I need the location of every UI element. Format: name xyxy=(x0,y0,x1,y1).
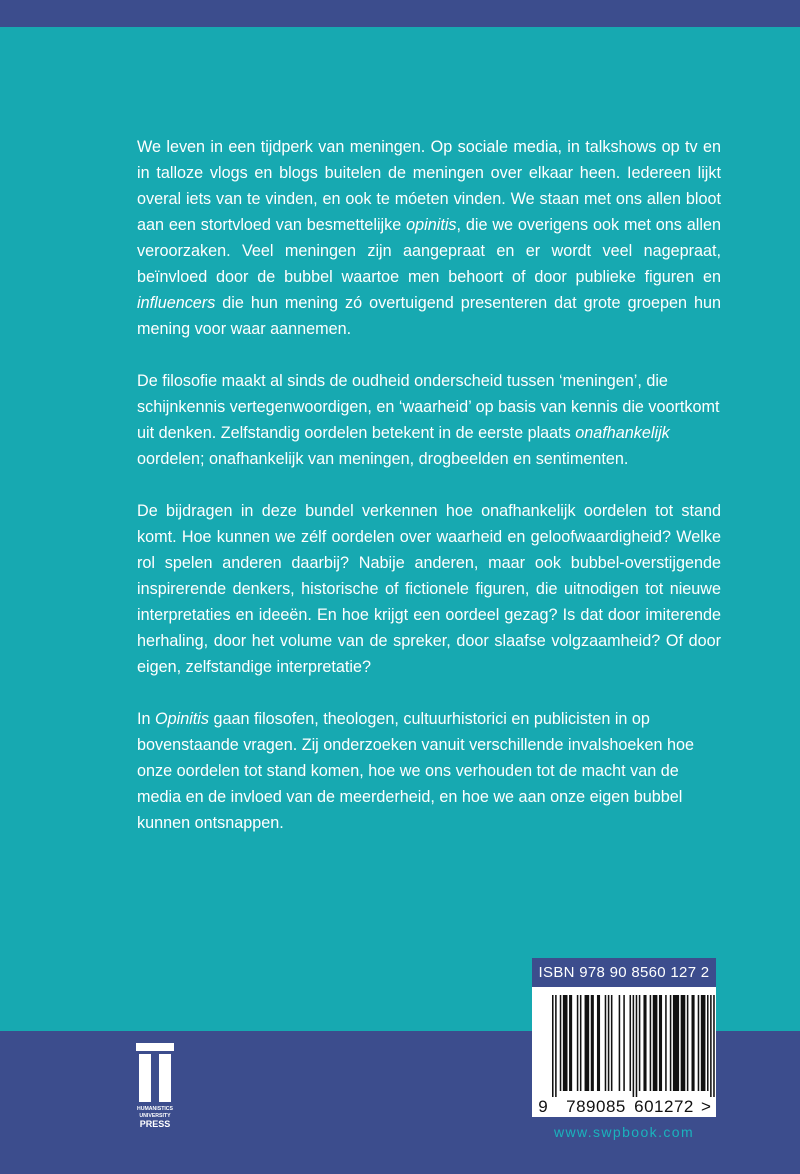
barcode-bars xyxy=(552,995,715,1097)
text-run: De filosofie maakt al sinds de oudheid onderscheid tussen ‘meningen’, die schijnkennis vertegenwoordigen, en ‘waarheid’ op basis van kennis die voortkomt uit denken. Zelfstandig oordelen betekent in de eerste plaats xyxy=(137,372,720,442)
barcode-bar xyxy=(650,995,652,1091)
text-run: , die we overigens ook met ons allen veroorzaken. Veel meningen zijn aangepraat en er wordt veel nagepraat, beïnvloed door de bubbel waartoe men behoort of door publieke figuren en xyxy=(137,216,721,286)
barcode-bar xyxy=(555,995,557,1097)
publisher-logo xyxy=(133,1043,177,1131)
barcode-bar xyxy=(563,995,568,1091)
barcode-bar xyxy=(701,995,706,1091)
logo-left-pillar xyxy=(139,1054,151,1102)
barcode-box xyxy=(532,987,716,1117)
isbn-barcode-block xyxy=(532,958,716,1117)
logo-text-line: UNIVERSITY xyxy=(139,1113,171,1119)
italic-term: opinitis xyxy=(406,216,457,234)
barcode-bar xyxy=(591,995,594,1091)
top-color-band xyxy=(0,0,800,27)
text-run: oordelen; onafhankelijk van meningen, drogbeelden en sentimenten. xyxy=(137,450,629,468)
barcode-bar xyxy=(580,995,582,1091)
barcode-bar xyxy=(552,995,554,1097)
barcode-bar xyxy=(597,995,600,1091)
back-cover-blurb xyxy=(137,134,721,836)
text-run: In xyxy=(137,710,155,728)
italic-term: Opinitis xyxy=(155,710,209,728)
barcode-bar xyxy=(681,995,686,1091)
italic-term: onafhankelijk xyxy=(575,424,670,442)
italic-term: influencers xyxy=(137,294,216,312)
barcode-bar xyxy=(670,995,672,1091)
barcode-bar xyxy=(608,995,610,1091)
barcode-bar xyxy=(636,995,638,1097)
barcode-bar xyxy=(619,995,621,1091)
barcode-bar xyxy=(713,995,715,1097)
barcode-bar xyxy=(707,995,709,1091)
text-run: die hun mening zó overtuigend presenteren dat grote groepen hun mening voor waar aannemen. xyxy=(137,294,721,338)
text-run: De bijdragen in deze bundel verkennen hoe onafhankelijk oordelen tot stand komt. Hoe kunnen we zélf oordelen over waarheid en geloofwaardigheid? Welke rol spelen anderen daarbij? Nabije anderen, maar ook bubbel-overstijgende inspirerende denkers, historische of fictionele figuren, die uitnodigen tot nieuwe interpretaties en ideeën. En hoe krijgt een oordeel gezag? Is dat door imiterende herhaling, door het volume van de spreker, door slaafse volgzaamheid? Of door eigen, zelfstandige interpretatie? xyxy=(137,502,721,676)
barcode-bar xyxy=(665,995,667,1091)
barcode-bar xyxy=(687,995,689,1091)
barcode-left-digits: 789085 xyxy=(566,1097,626,1116)
barcode-bar xyxy=(653,995,658,1091)
barcode-bar xyxy=(605,995,607,1091)
blurb-paragraph xyxy=(137,134,721,342)
barcode-bar xyxy=(710,995,712,1097)
text-run: gaan filosofen, theologen, cultuurhistorici en publicisten in op bovenstaande vragen. Zij onderzoeken vanuit verschillende invalshoeken hoe onze oordelen tot stand komen, hoe we ons verhouden tot de macht van de media en de invloed van de meerderheid, en hoe we aan onze eigen bubbel kunnen ontsnappen. xyxy=(137,710,695,832)
isbn-label: ISBN 978 90 8560 127 2 xyxy=(532,958,716,987)
barcode-bar xyxy=(633,995,635,1097)
logo-top-bar xyxy=(136,1043,174,1051)
barcode-bar xyxy=(692,995,695,1091)
logo-text-line: PRESS xyxy=(139,1119,171,1129)
barcode-first-digit: 9 xyxy=(538,1097,548,1116)
publisher-website[interactable]: www.swpbook.com xyxy=(553,1124,695,1140)
barcode-right-digits: 601272 xyxy=(634,1097,694,1116)
barcode-bar xyxy=(569,995,572,1091)
text-run: We leven in een tijdperk van meningen. Op sociale media, in talkshows op tv en in talloze vlogs en blogs buitelen de meningen over elkaar heen. Iedereen lijkt overal iets van te vinden, en ook te móeten vinden. We staan met ons allen bloot aan een stortvloed van besmettelijke xyxy=(137,138,721,234)
blurb-paragraph xyxy=(137,706,721,836)
barcode-bar xyxy=(643,995,646,1091)
blurb-paragraph xyxy=(137,498,721,680)
barcode-bar xyxy=(639,995,641,1091)
barcode-bar xyxy=(611,995,613,1091)
barcode-bar xyxy=(630,995,632,1091)
barcode-bar xyxy=(560,995,562,1091)
barcode-bar xyxy=(698,995,700,1091)
barcode-end-marker: > xyxy=(701,1097,711,1116)
barcode-bar xyxy=(585,995,590,1091)
blurb-paragraph xyxy=(137,368,721,472)
logo-right-pillar xyxy=(159,1054,171,1102)
barcode-bar xyxy=(659,995,662,1091)
barcode-bar xyxy=(577,995,579,1091)
barcode-bar xyxy=(623,995,625,1091)
logo-text-line: HUMANISTICS xyxy=(136,1106,174,1112)
barcode-bar xyxy=(673,995,679,1091)
